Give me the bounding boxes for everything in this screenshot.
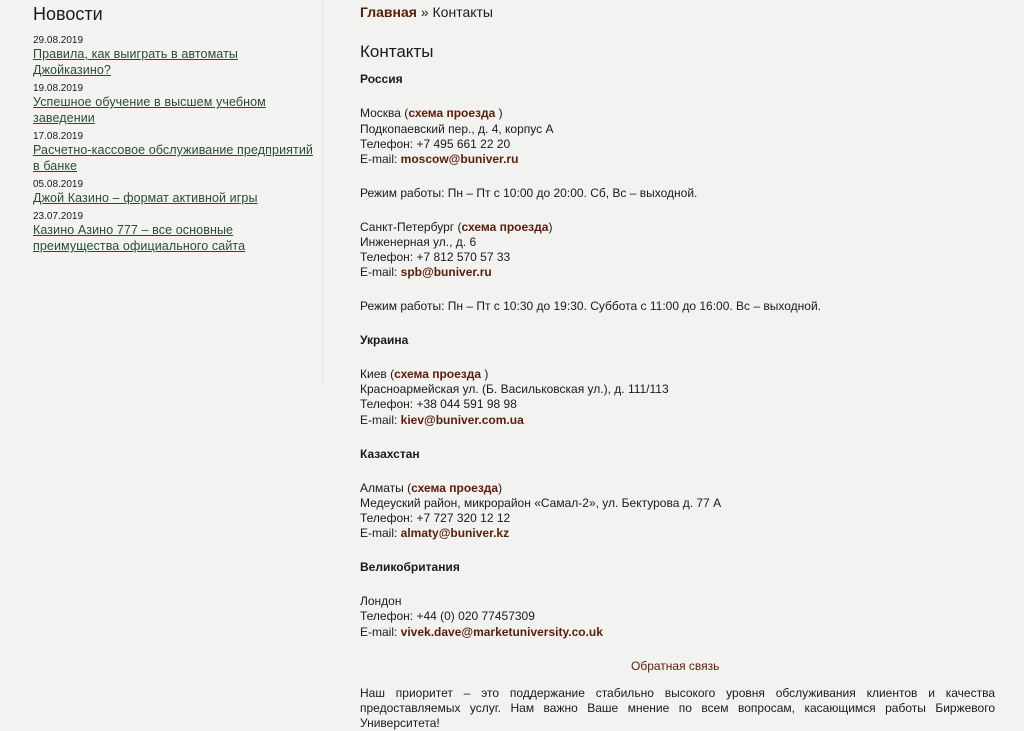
- phone: Телефон: +7 727 320 12 12: [360, 511, 511, 525]
- news-date: 17.08.2019: [33, 131, 84, 142]
- news-link[interactable]: Успешное обучение в высшем учебном заведении: [33, 95, 266, 125]
- news-date: 05.08.2019: [33, 179, 84, 190]
- city-close: ): [495, 106, 503, 120]
- news-link[interactable]: Расчетно-кассовое обслуживание предприятий в банке: [33, 143, 314, 173]
- email-link[interactable]: almaty@buniver.kz: [400, 526, 510, 540]
- news-heading: Новости: [33, 4, 103, 24]
- city-line-moscow: [360, 106, 503, 121]
- city-close: ): [548, 220, 553, 234]
- news-item: [33, 132, 318, 174]
- phone: Телефон: +44 (0) 020 77457309: [360, 609, 535, 623]
- working-hours: Режим работы: Пн – Пт с 10:00 до 20:00. Сб, Вс – выходной.: [360, 186, 698, 200]
- breadcrumb-current: Контакты: [432, 4, 493, 20]
- news-item: [33, 212, 318, 254]
- email-line: [360, 413, 524, 428]
- city-line-spb: [360, 220, 552, 235]
- phone: Телефон: +7 812 570 57 33: [360, 250, 511, 264]
- phone: Телефон: +38 044 591 98 98: [360, 397, 517, 411]
- email-label: E-mail:: [360, 413, 401, 427]
- email-line: [360, 265, 492, 280]
- phone: Телефон: +7 495 661 22 20: [360, 137, 511, 151]
- email-label: E-mail:: [360, 152, 401, 166]
- email-label: E-mail:: [360, 625, 401, 639]
- email-line: [360, 152, 518, 167]
- email-link[interactable]: moscow@buniver.ru: [400, 152, 519, 166]
- city-name: Алматы (: [360, 481, 412, 495]
- address: Медеуский район, микрорайон «Самал-2», ул. Бектурова д. 77 А: [360, 496, 722, 510]
- email-link[interactable]: vivek.dave@marketuniversity.co.uk: [400, 625, 603, 639]
- breadcrumb: [360, 4, 493, 20]
- city-name: Санкт-Петербург (: [360, 220, 462, 234]
- priority-paragraph: Наш приоритет – это поддержание стабильно высокого уровня обслуживания клиентов и качества предоставляемых услуг. Нам важно Ваше мнение по всем вопросам, касающимся работы Биржевого Университета!: [360, 686, 995, 730]
- email-link[interactable]: spb@buniver.ru: [400, 265, 492, 279]
- news-date: 19.08.2019: [33, 83, 84, 94]
- news-sidebar: [0, 0, 323, 384]
- city-line-almaty: [360, 481, 502, 496]
- country-heading-russia: Россия: [360, 72, 403, 86]
- news-item: [33, 36, 318, 78]
- map-link[interactable]: схема проезда: [461, 220, 549, 234]
- city-name: Москва (: [360, 106, 409, 120]
- map-link[interactable]: схема проезда: [394, 367, 482, 381]
- map-link[interactable]: схема проезда: [411, 481, 499, 495]
- news-date: 29.08.2019: [33, 35, 84, 46]
- city-line-kiev: [360, 367, 488, 382]
- email-label: E-mail:: [360, 265, 401, 279]
- country-heading-kazakhstan: Казахстан: [360, 447, 420, 461]
- email-link[interactable]: kiev@buniver.com.ua: [400, 413, 524, 427]
- news-link[interactable]: Джой Казино – формат активной игры: [33, 191, 258, 205]
- map-link[interactable]: схема проезда: [408, 106, 496, 120]
- address: Инженерная ул., д. 6: [360, 235, 477, 249]
- email-line: [360, 526, 509, 541]
- news-list: [33, 36, 318, 260]
- news-link[interactable]: Правила, как выиграть в автоматы Джойказино?: [33, 47, 238, 77]
- email-label: E-mail:: [360, 526, 401, 540]
- feedback-link[interactable]: Обратная связь: [631, 659, 720, 673]
- city-name: Лондон: [360, 594, 402, 608]
- working-hours: Режим работы: Пн – Пт с 10:30 до 19:30. Суббота с 11:00 до 16:00. Вс – выходной.: [360, 299, 822, 313]
- breadcrumb-home-link[interactable]: Главная: [360, 4, 417, 20]
- news-link[interactable]: Казино Азино 777 – все основные преимущества официального сайта: [33, 223, 246, 253]
- city-close: ): [498, 481, 503, 495]
- city-name: Киев (: [360, 367, 395, 381]
- news-date: 23.07.2019: [33, 211, 84, 222]
- country-heading-uk: Великобритания: [360, 560, 460, 574]
- address: Подкопаевский пер., д. 4, корпус А: [360, 122, 554, 136]
- city-close: ): [481, 367, 489, 381]
- news-item: [33, 180, 318, 206]
- country-heading-ukraine: Украина: [360, 333, 409, 347]
- breadcrumb-separator: »: [420, 4, 429, 20]
- page-title: Контакты: [360, 42, 434, 61]
- news-item: [33, 84, 318, 126]
- email-line: [360, 625, 603, 640]
- address: Красноармейская ул. (Б. Васильковская ул.), д. 111/113: [360, 382, 669, 396]
